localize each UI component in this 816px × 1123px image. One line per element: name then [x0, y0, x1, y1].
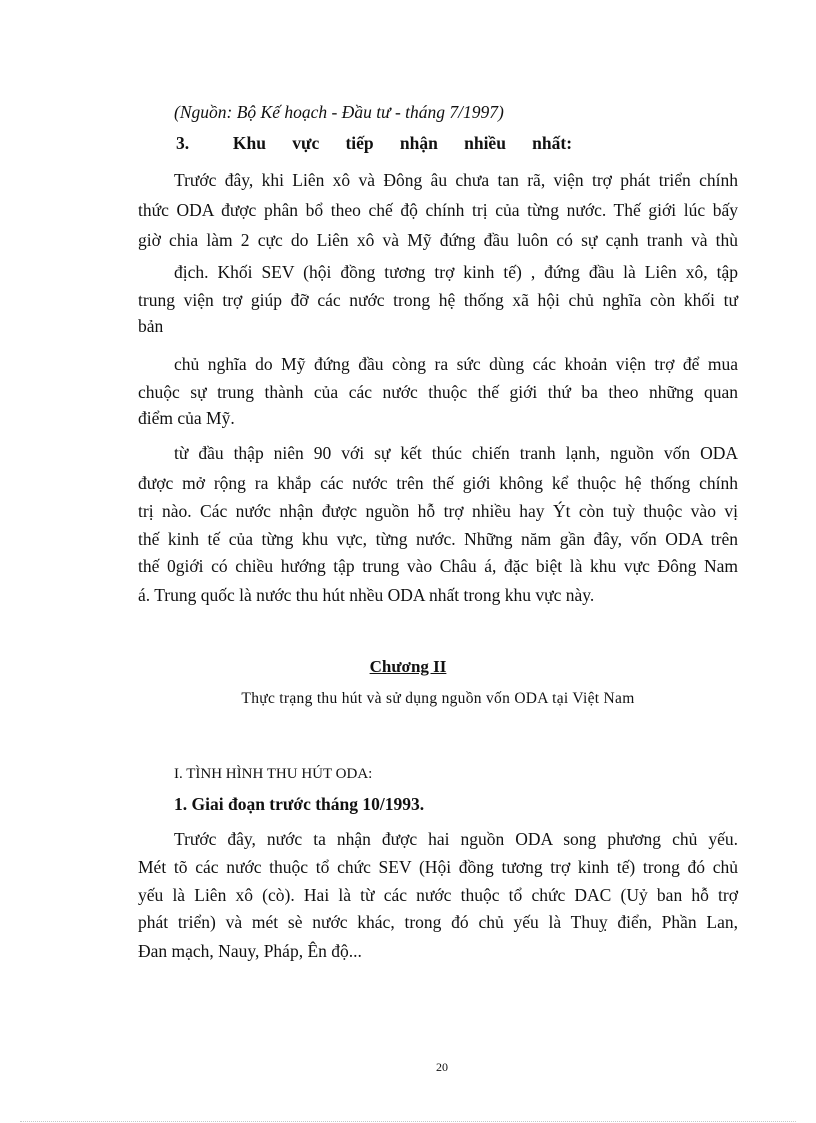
section-heading-3: 3. Khu vực tiếp nhận nhiều nhất:: [176, 133, 573, 153]
paragraph-1-line-3: giờ chia làm 2 cực do Liên xô và Mỹ đứng đầu luôn có sự cạnh tranh và thù: [138, 230, 738, 250]
chapter-title: Chương II: [369, 657, 447, 676]
paragraph-3-line-3: điểm của Mỹ.: [138, 408, 235, 428]
subsection-title: 1. Giai đoạn trước tháng 10/1993.: [174, 794, 425, 814]
page-number: 20: [436, 1060, 448, 1074]
paragraph-1-line-1: Trước đây, khi Liên xô và Đông âu chưa tan rã, viện trợ phát triển chính: [174, 170, 738, 190]
paragraph-5-line-2: Mét tõ các nước thuộc tổ chức SEV (Hội đồng tương trợ kinh tế) trong đó chủ: [138, 857, 738, 877]
footer-divider: [20, 1121, 796, 1122]
paragraph-5-line-1: Trước đây, nước ta nhận được hai nguồn ODA song phương chủ yếu.: [174, 829, 738, 849]
paragraph-1-line-2: thức ODA được phân bổ theo chế độ chính trị của từng nước. Thế giới lúc bấy: [138, 200, 738, 220]
paragraph-2-line-1: địch. Khối SEV (hội đồng tương trợ kinh tế) , đứng đầu là Liên xô, tập: [174, 262, 738, 282]
paragraph-3-line-1: chủ nghĩa do Mỹ đứng đầu còng ra sức dùng các khoản viện trợ để mua: [174, 354, 738, 374]
chapter-subtitle: Thực trạng thu hút và sử dụng nguồn vốn ODA tại Việt Nam: [241, 690, 635, 707]
paragraph-4-line-6: á. Trung quốc là nước thu hút nhều ODA nhất trong khu vực này.: [138, 585, 595, 605]
paragraph-4-line-3: trị nào. Các nước nhận được nguồn hỗ trợ nhiều hay Ýt còn tuỳ thuộc vào vị: [138, 501, 738, 521]
paragraph-3-line-2: chuộc sự trung thành của các nước thuộc thế giới thứ ba theo những quan: [138, 382, 738, 402]
paragraph-2-line-2: trung viện trợ giúp đỡ các nước trong hệ thống xã hội chủ nghĩa còn khối tư: [138, 290, 738, 310]
paragraph-2-line-3: bản: [138, 316, 164, 336]
paragraph-5-line-4: phát triển) và mét sè nước khác, trong đó chủ yếu là Thuỵ điển, Phần Lan,: [138, 912, 738, 932]
paragraph-4-line-4: thế kinh tế của từng khu vực, từng nước. Những năm gần đây, vốn ODA trên: [138, 529, 738, 549]
paragraph-4-line-1: từ đầu thập niên 90 với sự kết thúc chiến tranh lạnh, nguồn vốn ODA: [174, 443, 738, 463]
source-note: (Nguồn: Bộ Kế hoạch - Đầu tư - tháng 7/1997): [174, 102, 504, 122]
paragraph-4-line-2: được mở rộng ra khắp các nước trên thế giới không kể thuộc hệ thống chính: [138, 473, 738, 493]
paragraph-5-line-5: Đan mạch, Nauy, Pháp, Ên độ...: [138, 941, 362, 961]
paragraph-4-line-5: thế 0giới có chiều hướng tập trung vào Châu á, đặc biệt là khu vực Đông Nam: [138, 556, 738, 576]
section-title: I. TÌNH HÌNH THU HÚT ODA:: [174, 766, 373, 782]
paragraph-5-line-3: yếu là Liên xô (cò). Hai là từ các nước thuộc tổ chức DAC (Uỷ ban hỗ trợ: [138, 885, 738, 905]
